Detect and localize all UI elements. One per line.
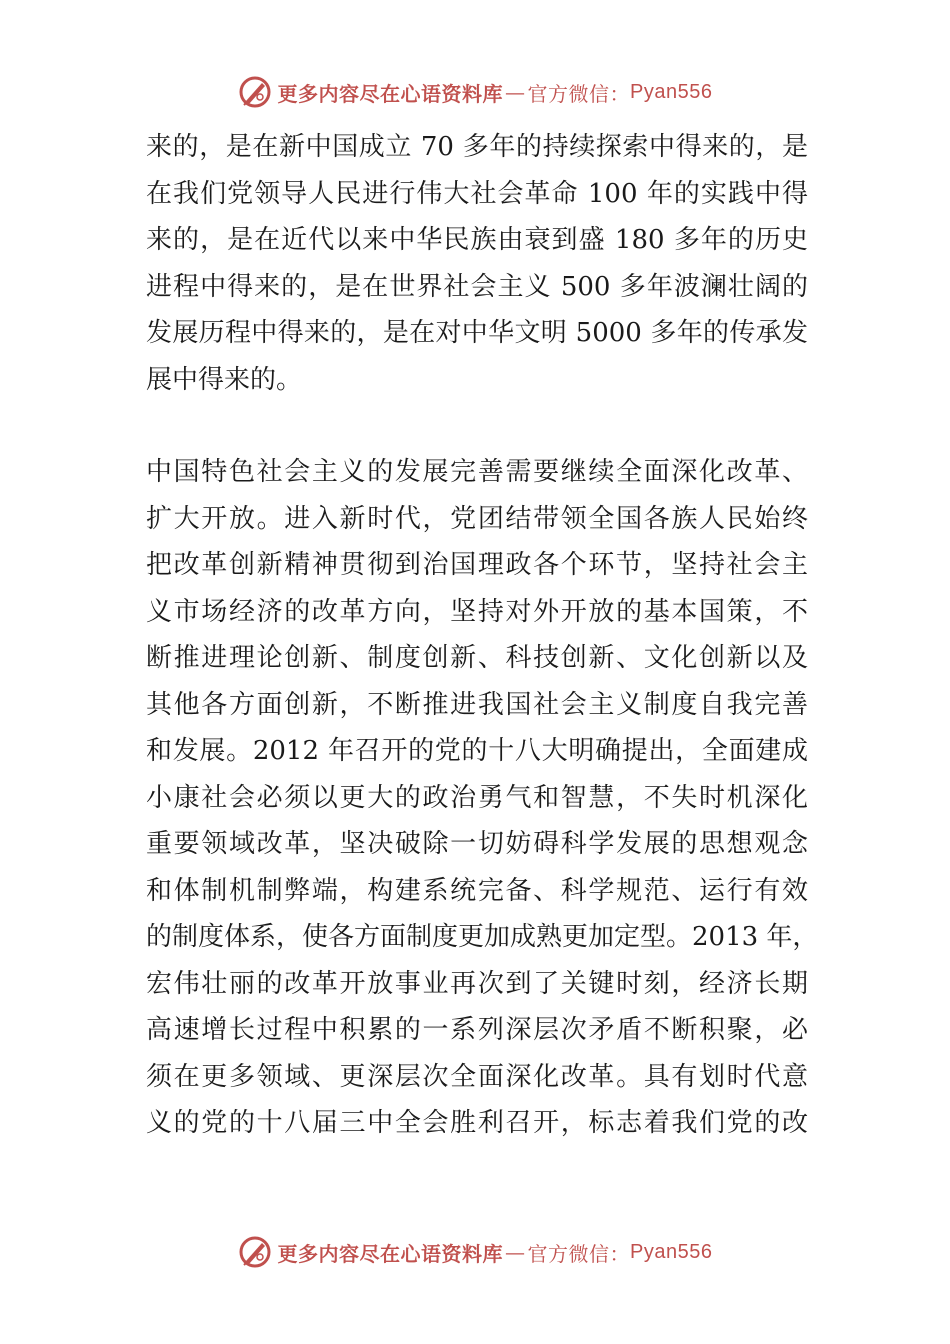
text-line: 把改革创新精神贯彻到治国理政各个环节，坚持社会主 xyxy=(146,550,808,580)
footer-banner xyxy=(0,1232,950,1272)
footer-main-text: 更多内容尽在心语资料库 xyxy=(277,1241,504,1266)
paragraph-1 xyxy=(146,124,808,403)
text-line: 须在更多领域、更深层次全面深化改革。具有划时代意 xyxy=(146,1061,808,1092)
text-line: 发展历程中得来的，是在对中华文明 5000 多年的传承发 xyxy=(146,318,808,348)
text-line: 的制度体系，使各方面制度更加成熟更加定型。2013 年， xyxy=(146,922,819,952)
text-line: 进程中得来的，是在世界社会主义 500 多年波澜壮阔的 xyxy=(146,271,808,302)
text-line: 展中得来的。 xyxy=(146,364,303,395)
text-line: 其他各方面创新，不断推进我国社会主义制度自我完善 xyxy=(146,689,808,720)
header-banner xyxy=(0,72,950,112)
text-line: 在我们党领导人民进行伟大社会革命 100 年的实践中得 xyxy=(146,178,808,209)
paragraph-gap xyxy=(146,403,808,449)
footer-separator: — xyxy=(505,1240,526,1264)
paragraph-2 xyxy=(146,449,819,1147)
header-contact-label: 官方微信： xyxy=(527,81,631,106)
text-line: 和发展。2012 年召开的党的十八大明确提出，全面建成 xyxy=(146,736,808,766)
text-line: 义的党的十八届三中全会胜利召开，标志着我们党的改 xyxy=(146,1108,808,1138)
footer-contact-id: Pyan556 xyxy=(630,1240,713,1263)
footer-contact-label: 官方微信： xyxy=(527,1241,631,1266)
text-line: 来的，是在新中国成立 70 多年的持续探索中得来的，是 xyxy=(146,132,808,162)
pen-circle-logo-icon xyxy=(238,75,272,109)
text-line: 宏伟壮丽的改革开放事业再次到了关键时刻，经济长期 xyxy=(146,968,808,999)
text-line: 小康社会必须以更大的政治勇气和智慧，不失时机深化 xyxy=(146,782,808,813)
text-line: 和体制机制弊端，构建系统完备、科学规范、运行有效 xyxy=(146,875,808,906)
text-line: 中国特色社会主义的发展完善需要继续全面深化改革、 xyxy=(146,457,808,487)
text-line: 扩大开放。进入新时代，党团结带领全国各族人民始终 xyxy=(146,503,808,534)
text-line: 来的，是在近代以来中华民族由衰到盛 180 多年的历史 xyxy=(146,225,808,255)
document-body xyxy=(146,124,819,1147)
header-main-text: 更多内容尽在心语资料库 xyxy=(277,81,504,106)
pen-circle-logo-icon xyxy=(238,1235,272,1269)
text-line: 断推进理论创新、制度创新、科技创新、文化创新以及 xyxy=(146,643,808,673)
header-contact-id: Pyan556 xyxy=(630,80,713,103)
text-line: 义市场经济的改革方向，坚持对外开放的基本国策，不 xyxy=(146,596,808,627)
text-line: 高速增长过程中积累的一系列深层次矛盾不断积聚，必 xyxy=(146,1015,808,1045)
text-line: 重要领域改革，坚决破除一切妨碍科学发展的思想观念 xyxy=(146,829,808,859)
header-separator: — xyxy=(505,80,526,104)
